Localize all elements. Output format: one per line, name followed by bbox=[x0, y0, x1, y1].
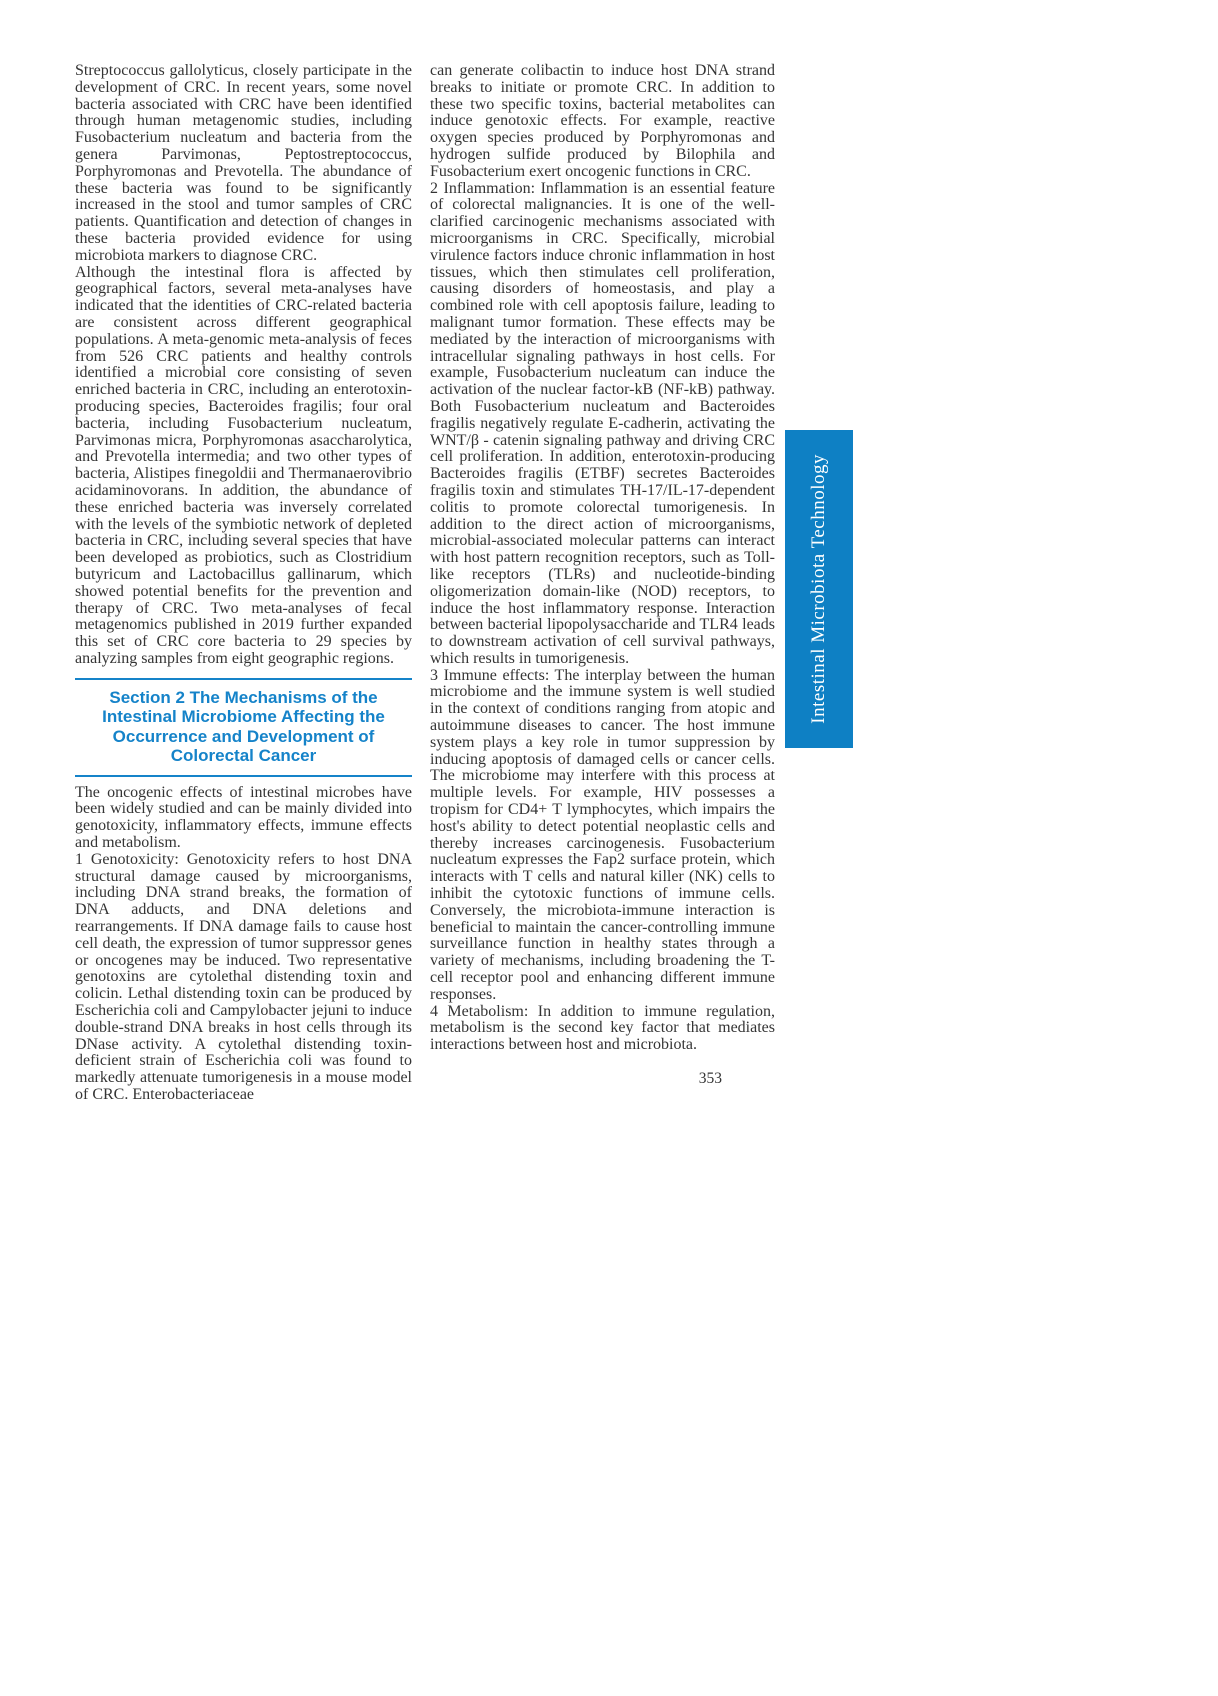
paragraph: 4 Metabolism: In addition to immune regulation, metabolism is the second key factor that mediates interactions between host and microbiota. bbox=[430, 1002, 775, 1054]
paragraph: 2 Inflammation: Inflammation is an essential feature of colorectal malignancies. It is one of the well-clarified carcinogenic mechanisms associated with microorganisms in CRC. Specifically, microbial virulence factors induce chronic inflammation in host tissues, which then stimulates cell proliferation, causing disorders of homeostasis, and play a combined role with cell apoptosis failure, leading to malignant tumor formation. These effects may be mediated by the interaction of microorganisms with intracellular signaling pathways in host cells. For example, Fusobacterium nucleatum can induce the activation of the nuclear factor-kB (NF-kB) pathway. Both Fusobacterium nucleatum and Bacteroides fragilis negatively regulate E-cadherin, activating the WNT/β - catenin signaling pathway and driving CRC cell proliferation. In addition, enterotoxin-producing Bacteroides fragilis (ETBF) secretes Bacteroides fragilis toxin and stimulates TH-17/IL-17-dependent colitis to promote colorectal tumorigenesis. In addition to the direct action of microorganisms, microbial-associated molecular patterns can interact with host pattern recognition receptors, such as Toll-like receptors (TLRs) and nucleotide-binding oligomerization domain-like (NOD) receptors, to induce the host inflammatory response. Interaction between bacterial lipopolysaccharide and TLR4 leads to downstream activation of cell survival pathways, which results in tumorigenesis. bbox=[430, 179, 775, 667]
paragraph: Streptococcus gallolyticus, closely participate in the development of CRC. In recent years, some novel bacteria associated with CRC have been identified through human metagenomic studies, including Fusobacterium nucleatum and bacteria from the genera Parvimonas, Peptostreptococcus, Porphyromonas and Prevotella. The abundance of these bacteria was found to be significantly increased in the stool and tumor samples of CRC patients. Quantification and detection of changes in these bacteria provided evidence for using microbiota markers to diagnose CRC. bbox=[75, 62, 412, 264]
paragraph: Although the intestinal flora is affected by geographical factors, several meta-analyses have indicated that the identities of CRC-related bacteria are consistent across different geographical populations. A meta-genomic meta-analysis of feces from 526 CRC patients and healthy controls identified a microbial core consisting of seven enriched bacteria in CRC, including an enterotoxin-producing species, Bacteroides fragilis; four oral bacteria, including Fusobacterium nucleatum, Parvimonas micra, Porphyromonas asaccharolytica, and Prevotella intermedia; and two other types of bacteria, Alistipes finegoldii and Thermanaerovibrio acidaminovorans. In addition, the abundance of these enriched bacteria was inversely correlated with the levels of the symbiotic network of depleted bacteria in CRC, including several species that have been developed as probiotics, such as Clostridium butyricum and Lactobacillus gallinarum, which showed potential benefits for the prevention and therapy of CRC. Two meta-analyses of fecal metagenomics published in 2019 further expanded this set of CRC core bacteria to 29 species by analyzing samples from eight geographic regions. bbox=[75, 263, 412, 667]
left-column bbox=[75, 63, 412, 1104]
chapter-edge-tab-label: Intestinal Microbiota Technology bbox=[808, 454, 829, 724]
section-heading: Section 2 The Mechanisms of the Intestinal Microbiome Affecting the Occurrence and Development of Colorectal Cancer bbox=[102, 687, 385, 766]
heading-rule-bottom bbox=[75, 775, 412, 777]
right-column bbox=[430, 63, 775, 1054]
paragraph: 1 Genotoxicity: Genotoxicity refers to host DNA structural damage caused by microorganisms, including DNA strand breaks, the formation of DNA adducts, and DNA deletions and rearrangements. If DNA damage fails to cause host cell death, the expression of tumor suppressor genes or oncogenes may be induced. Two representative genotoxins are cytolethal distending toxin and colicin. Lethal distending toxin can be produced by Escherichia coli and Campylobacter jejuni to induce double-strand DNA breaks in host cells through its DNase activity. A cytolethal distending toxin-deficient strain of Escherichia coli was found to markedly attenuate tumorigenesis in a mouse model of CRC. Enterobacteriaceae bbox=[75, 850, 412, 1104]
chapter-edge-tab bbox=[785, 430, 853, 748]
section-heading-block bbox=[75, 678, 412, 777]
paragraph: The oncogenic effects of intestinal microbes have been widely studied and can be mainly divided into genotoxicity, inflammatory effects, immune effects and metabolism. bbox=[75, 783, 412, 852]
page-number: 353 bbox=[698, 1070, 722, 1087]
paragraph: 3 Immune effects: The interplay between the human microbiome and the immune system is well studied in the context of conditions ranging from atopic and autoimmune diseases to cancer. The host immune system plays a key role in tumor suppression by inducing apoptosis of damaged cells or cancer cells. The microbiome may interfere with this process at multiple levels. For example, HIV possesses a tropism for CD4+ T lymphocytes, which impairs the host's ability to detect potential neoplastic cells and thereby increases carcinogenesis. Fusobacterium nucleatum expresses the Fap2 surface protein, which interacts with T cells and natural killer (NK) cells to inhibit the cytotoxic functions of immune cells. Conversely, the microbiota-immune interaction is beneficial to maintain the cancer-controlling immune surveillance function in healthy states through a variety of mechanisms, including broadening the T-cell receptor pool and enhancing different immune responses. bbox=[430, 666, 775, 1003]
paragraph: can generate colibactin to induce host DNA strand breaks to initiate or promote CRC. In addition to these two specific toxins, bacterial metabolites can induce genotoxic effects. For example, reactive oxygen species produced by Porphyromonas and hydrogen sulfide produced by Bilophila and Fusobacterium exert oncogenic functions in CRC. bbox=[430, 62, 775, 180]
